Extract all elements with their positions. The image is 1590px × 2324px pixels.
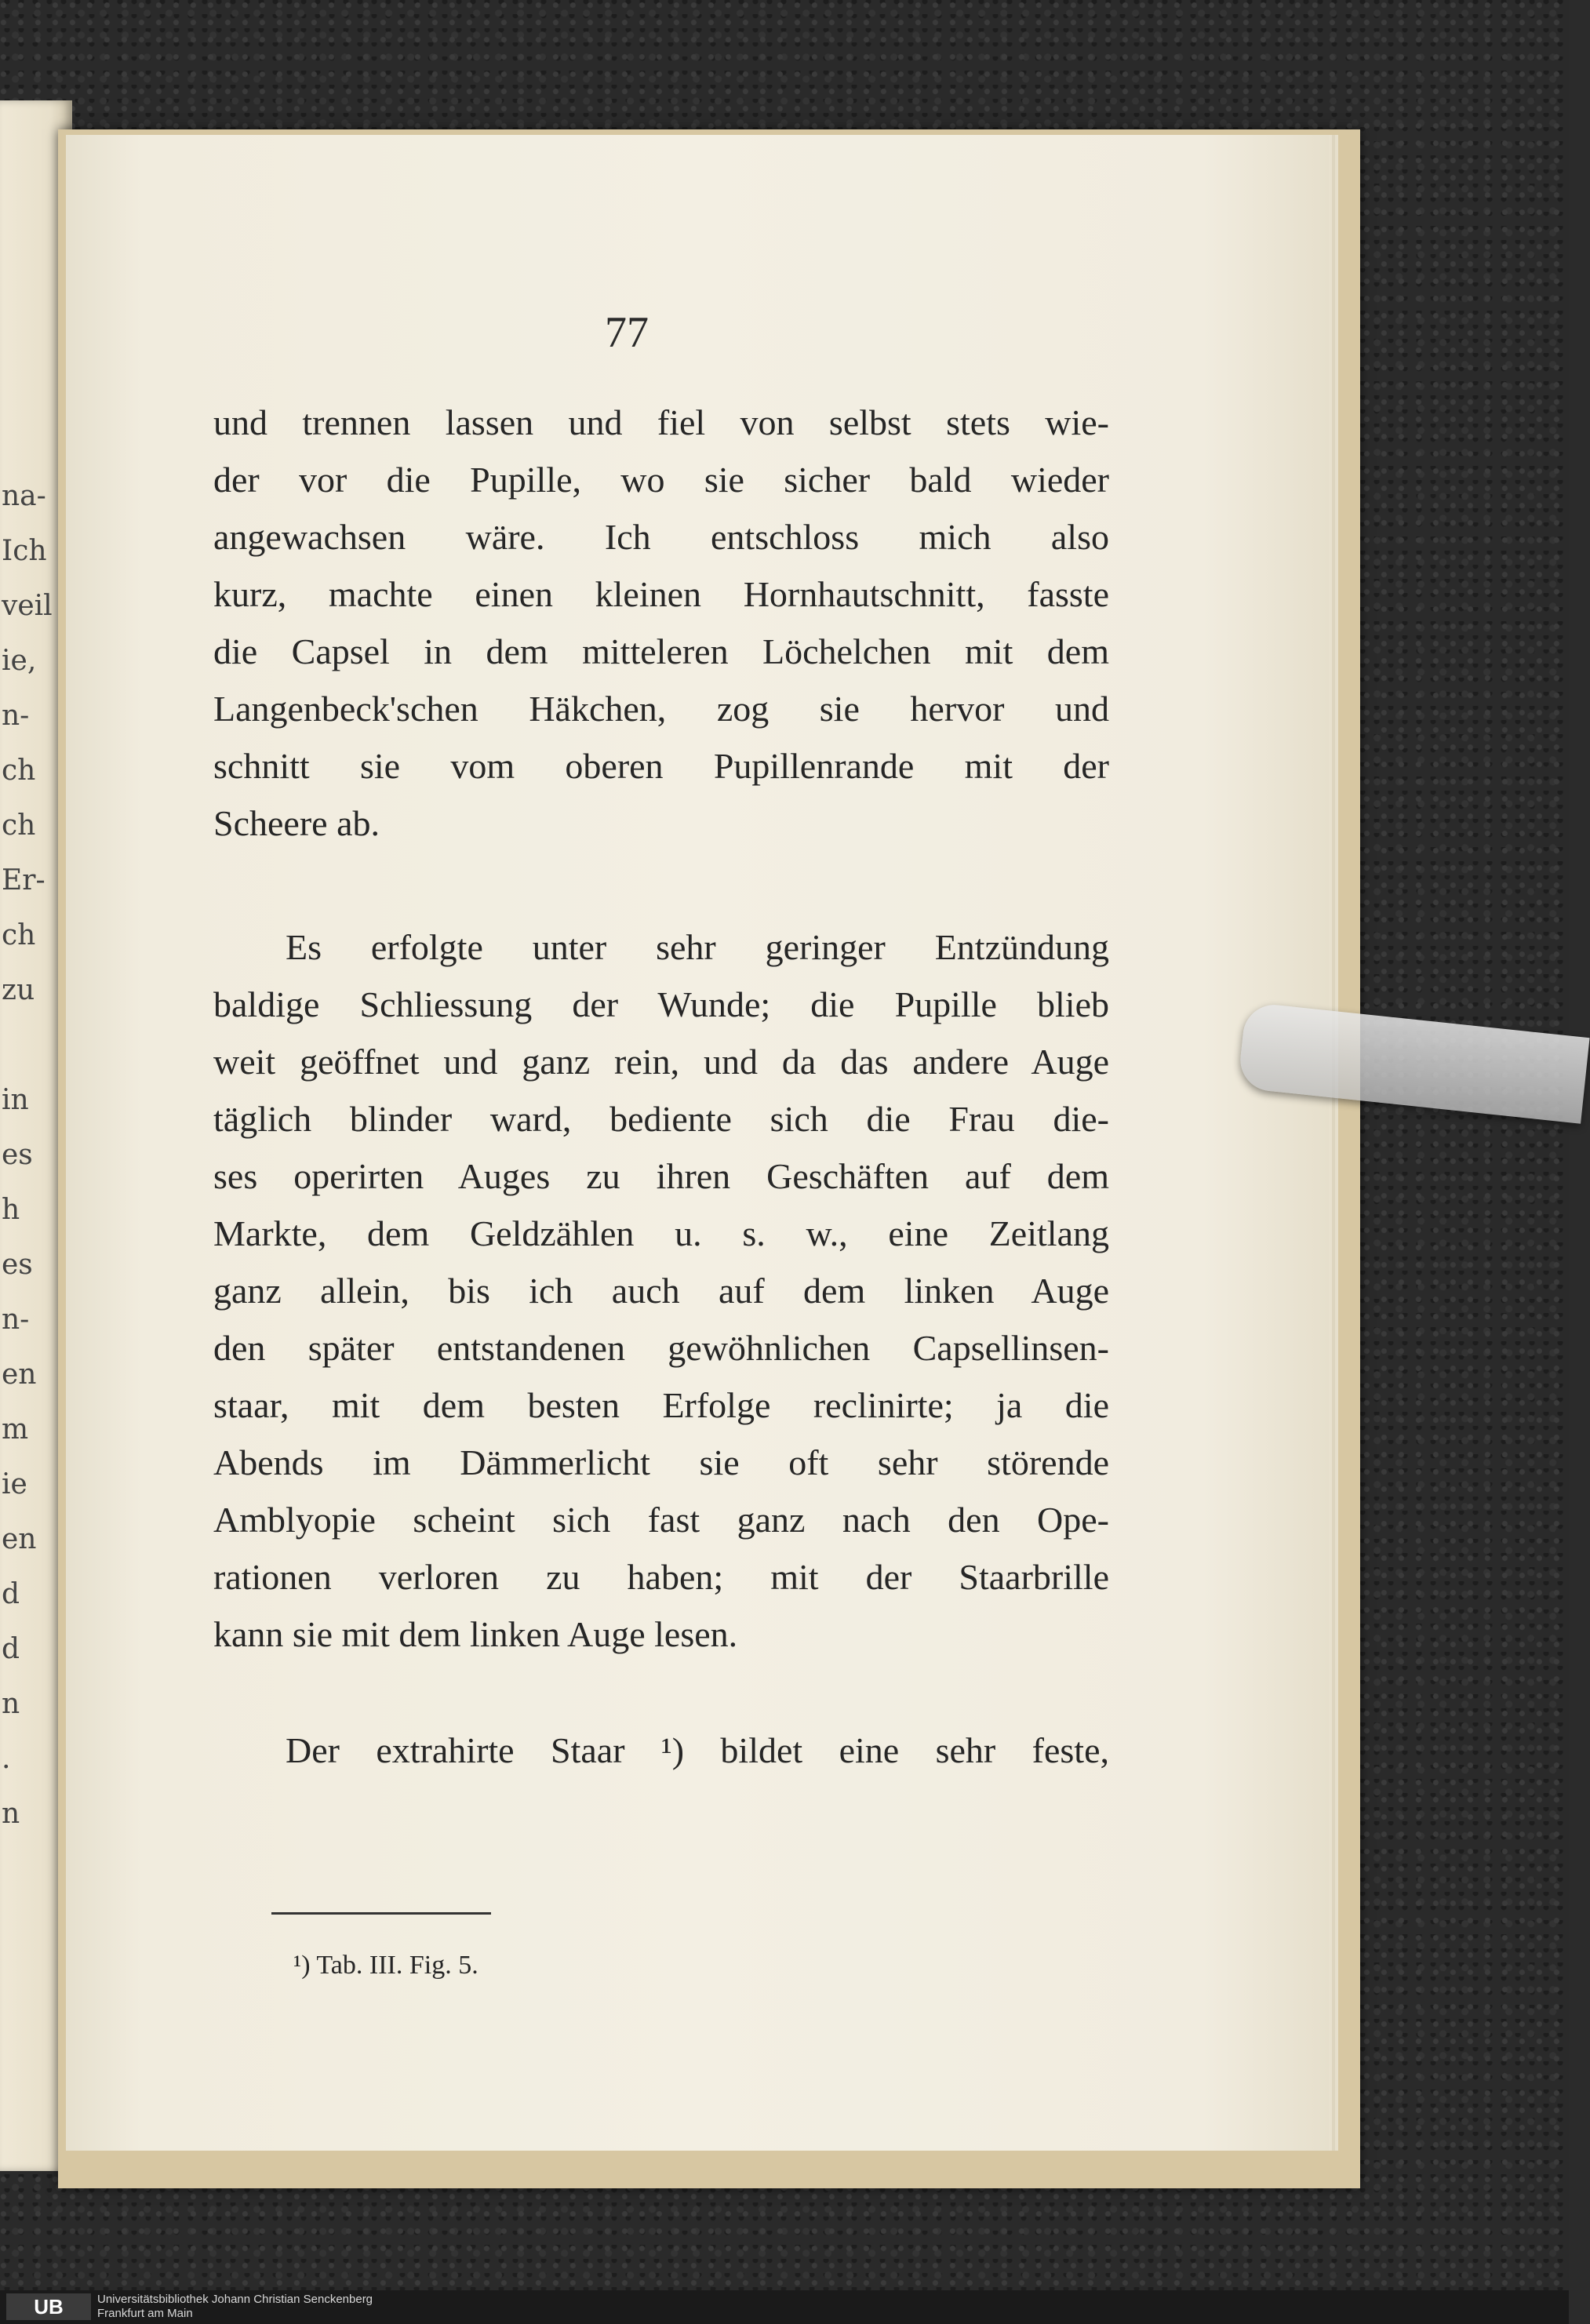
text-line: angewachsen wäre. Ich entschloss mich also <box>213 517 1109 557</box>
text-line: schnitt sie vom oberen Pupillenrande mit der <box>213 746 1109 786</box>
prev-fragment: d <box>2 1633 20 1665</box>
prev-fragment: n- <box>2 1304 30 1336</box>
prev-fragment: n <box>2 1798 20 1830</box>
prev-fragment: es <box>2 1249 33 1281</box>
text-line: baldige Schliessung der Wunde; die Pupille blieb <box>213 984 1109 1024</box>
prev-fragment: ie <box>2 1468 27 1500</box>
text-line: den später entstandenen gewöhnlichen Capsellinsen- <box>213 1328 1109 1368</box>
text-line: der vor die Pupille, wo sie sicher bald wieder <box>213 460 1109 500</box>
library-footer <box>0 2290 1569 2324</box>
text-line: Amblyopie scheint sich fast ganz nach den Ope- <box>213 1500 1109 1540</box>
paragraph-gap <box>213 1663 1109 1722</box>
text-line: täglich blinder ward, bediente sich die Frau die- <box>213 1099 1109 1139</box>
prev-fragment: en <box>2 1358 37 1391</box>
previous-page-text <box>2 469 53 1842</box>
text-line: Scheere ab. <box>213 803 380 843</box>
paragraph-gap <box>213 852 1109 918</box>
page-number: 77 <box>605 308 649 357</box>
library-name <box>97 2293 373 2321</box>
prev-fragment: Er- <box>2 864 45 897</box>
prev-fragment: en <box>2 1523 37 1555</box>
text-line: Es erfolgte unter sehr geringer Entzündung <box>286 927 1109 967</box>
prev-fragment: na- <box>2 480 46 512</box>
prev-fragment: ie, <box>2 645 37 677</box>
prev-fragment <box>2 1018 36 1073</box>
prev-fragment: veil <box>2 590 53 622</box>
library-name-line: Universitätsbibliothek Johann Christian Senckenberg <box>97 2293 373 2306</box>
prev-fragment: . <box>2 1743 11 1775</box>
page-body-text <box>213 394 1109 1779</box>
text-line: Markte, dem Geldzählen u. s. w., eine Zeitlang <box>213 1213 1109 1253</box>
footnote: ¹) Tab. III. Fig. 5. <box>293 1951 478 1980</box>
prev-fragment: Ich <box>2 535 47 567</box>
text-line: und trennen lassen und fiel von selbst stets wie- <box>213 402 1109 442</box>
prev-fragment: h <box>2 1194 20 1226</box>
prev-fragment: es <box>2 1139 33 1171</box>
text-line: ses operirten Auges zu ihren Geschäften auf dem <box>213 1156 1109 1196</box>
text-line: rationen verloren zu haben; mit der Staarbrille <box>213 1557 1109 1597</box>
prev-fragment: ch <box>2 755 36 787</box>
library-city-line: Frankfurt am Main <box>97 2307 193 2320</box>
prev-fragment: ch <box>2 919 36 951</box>
book-page <box>66 135 1329 2151</box>
prev-fragment: ch <box>2 809 36 842</box>
prev-fragment: m <box>2 1413 29 1446</box>
text-line: Der extrahirte Staar ¹) bildet eine sehr feste, <box>286 1730 1109 1770</box>
text-line: ganz allein, bis ich auch auf dem linken Auge <box>213 1271 1109 1311</box>
prev-fragment: zu <box>2 974 35 1006</box>
footnote-rule <box>271 1912 491 1915</box>
prev-fragment: in <box>2 1084 29 1116</box>
prev-fragment: d <box>2 1578 20 1610</box>
text-line: kurz, machte einen kleinen Hornhautschnitt, fasste <box>213 574 1109 614</box>
prev-fragment: n <box>2 1688 20 1720</box>
text-line: staar, mit dem besten Erfolge reclinirte; ja die <box>213 1385 1109 1425</box>
text-line: kann sie mit dem linken Auge lesen. <box>213 1614 738 1654</box>
text-line: weit geöffnet und ganz rein, und da das andere Auge <box>213 1042 1109 1082</box>
prev-fragment: n- <box>2 700 30 732</box>
text-line: Langenbeck'schen Häkchen, zog sie hervor und <box>213 689 1109 729</box>
text-line: Abends im Dämmerlicht sie oft sehr störende <box>213 1442 1109 1482</box>
text-line: die Capsel in dem mitteleren Löchelchen mit dem <box>213 631 1109 671</box>
library-logo: UB <box>6 2293 91 2320</box>
